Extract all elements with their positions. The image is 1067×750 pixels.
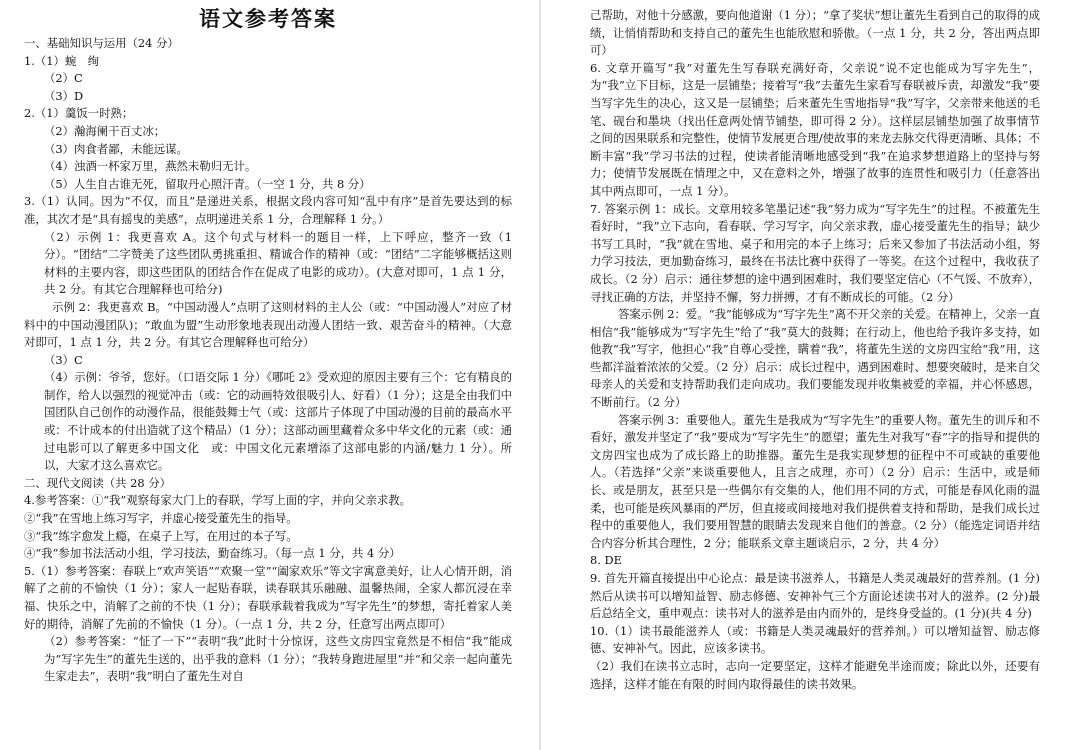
- right-column-body: [590, 7, 1040, 693]
- right-column-paragraph: 答案示例 3：重要他人。董先生是我成为“写字先生”的重要人物。董先生的训斥和不看好，激发并坚定了“我”要成为“写字先生”的愿望；董先生对我写“春”字的指导和提供的文房四宝也成为了成长路上的助推器。董先生是我实现梦想的征程中不可或缺的重要他人。（若选择“父亲”来谈重要他人，且言之成理，亦可）（2 分）启示：生活中，或是师长、或是朋友，甚至只是一些偶尔有交集的人，他们用不同的方式，可能是春风化雨的温柔，也可能是疾风暴雨的严厉，但直接或间接地对我们提供着支持和帮助，是我们成长过程中的重要他人，我们要用智慧的眼睛去发现来自他们的善意。（2 分）（能选定词语并结合内容分析其合理性，2 分；能联系文章主题谈启示，2 分，共 4 分）: [590, 412, 1040, 550]
- left-column-paragraph: 4.参考答案：①“我”观察每家大门上的春联，学写上面的字，并向父亲求教。: [24, 493, 412, 508]
- left-column-paragraph: ③“我”练字愈发上瘾，在桌子上写，在用过的本子写。: [24, 528, 298, 543]
- right-column: [590, 7, 1040, 693]
- left-column-paragraph: （4）浊酒一杯家万里，燕然未勒归无计。: [44, 159, 257, 174]
- left-column-paragraph: （3）C: [44, 352, 83, 367]
- left-column-paragraph: （3）D: [44, 88, 84, 103]
- left-column-paragraph: （4）示例：爷爷，您好。（口语交际 1 分）《哪吒 2》受欢迎的原因主要有三个：它有精良的制作，给人以强烈的视觉冲击（或：它的动画特效很吸引人、好看）（1 分）；这是全由我们中国团队自己创作的动漫作品，很能鼓舞士气（或：这部片子体现了中国动漫的目前的最高水平 或：不计成本的付出造就了这个精品）（1 分）；这部动画里藏着众多中华文化的元素（或：通过电影可以了解更多中国文化 或：中国文化元素增添了这部电影的内涵/魅力 1 分）。所以，大家才这么喜欢它。: [44, 370, 524, 473]
- page-gutter-divider: [539, 0, 541, 750]
- left-column-paragraph: （2）参考答案：“怔了一下”“表明“我”此时十分惊讶，这些文房四宝竟然是不相信“我”能成为“写字先生”的董先生送的，出乎我的意料（1 分）；“我转身跑进屋里”并“和父亲一起向董先生家走去”，表明“我”明白了董先生对自: [44, 634, 512, 684]
- document-title: 语文参考答案: [199, 6, 337, 31]
- left-column-paragraph: 3.（1）认同。因为“不仅，而且”是递进关系，根据文段内容可知“乱中有序”是首先要达到的标准，其次才是“具有摇曳的美感”，点明递进关系 1 分，合理解释 1 分。）: [24, 194, 512, 226]
- right-column-paragraph: 9. 首先开篇直接提出中心论点：最是读书滋养人，书籍是人类灵魂最好的营养剂。(1 分)然后从读书可以增知益智、励志修德、安神补气三个方面论述读书对人的滋养。(2 分)最后总结全文，重申观点：读书对人的滋养是由内而外的，是终身受益的。(1 分)(共 4 分): [590, 571, 1040, 621]
- left-column-paragraph: （2）瀚海阑干百丈冰；: [44, 123, 166, 138]
- left-column-paragraph: ④“我”参加书法活动小组，学习技法，勤奋练习。（每一点 1 分，共 4 分）: [24, 546, 401, 561]
- left-column-paragraph: （3）肉食者鄙，未能远谋。: [44, 141, 188, 156]
- right-column-paragraph: 10.（1）读书最能滋养人（或：书籍是人类灵魂最好的营养剂。）可以增知益智、励志修德、安神补气。因此，应该多读书。: [590, 623, 1040, 656]
- left-column-paragraph: 示例 2：我更喜欢 B。“中国动漫人”点明了这则材料的主人公（或：“中国动漫人”对应了材料中的中国动漫团队)；“敢血为盟”生动形象地表现出动漫人团结一致、艰苦奋斗的精神。（大意对即可，1 点 1 分，共 2 分。有其它合理解释也可给分）: [24, 299, 512, 350]
- left-column-paragraph: ②“我”在雪地上练习写字，并虚心接受董先生的指导。: [24, 511, 298, 526]
- right-column-paragraph: （2）我们在读书立志时，志向一定要坚定，这样才能避免半途而废；除此以外，还要有选择，这样才能在有限的时间内取得最佳的读书效果。: [590, 658, 1040, 691]
- left-column-paragraph: （2）示例 1：我更喜欢 A。这个句式与材料一的题目一样，上下呼应，整齐一致（1 分）。“团结”二字赞美了这些团队勇挑重担、精诚合作的精神（或：“团结”二字能够概括这则材料的主要内容，即这些团队的团结合作在促成了电影的成功）。(大意对即可，1 点 1 分，共 2 分。有其它合理解释也可给分): [44, 229, 512, 297]
- left-column-paragraph: 1.（1）蜿 绚: [24, 53, 100, 68]
- right-column-paragraph: 7. 答案示例 1：成长。文章用较多笔墨记述“我”努力成为“写字先生”的过程。不被董先生看好时，“我”立下志向，看春联、学习写字，向父亲求教，虚心接受董先生的指导；缺少书写工具时，“我”就在雪地、桌子和用完的本子上练习；后来又参加了书法活动小组，努力学习技法，更加勤奋练习，最终在书法比赛中获得了一等奖。在这个过程中，我收获了成长。（2 分）启示：通往梦想的途中遇到困难时，我们要坚定信心（不气馁、不放弃），寻找正确的方法，并坚持不懈，努力拼搏，才有不断成长的可能。（2 分）: [590, 201, 1040, 304]
- left-column-paragraph: （5）人生自古谁无死，留取丹心照汗青。（一空 1 分，共 8 分）: [44, 176, 371, 191]
- left-column-body: [24, 35, 524, 686]
- left-column-paragraph: 5.（1）参考答案：春联上“欢声笑语”“欢聚一堂”“阖家欢乐”等文字寓意美好，让人心情开朗，消解了之前的不愉快（1 分）；家人一起贴春联，读春联其乐融融、温馨热闹，全家人都沉浸在幸福、快乐之中，消解了之前的不快（1 分）；春联承载着我成为“写字先生”的梦想，寄托着家人美好的期待，消解了先前的不愉快（1 分）。（一点 1 分，共 2 分，任意写出两点即可）: [24, 563, 512, 631]
- left-column-paragraph: 一、基础知识与运用（24 分）: [24, 36, 179, 50]
- left-column-paragraph: 二、现代文阅读（共 28 分）: [24, 475, 172, 490]
- right-column-paragraph: 己帮助，对他十分感激，要向他道谢（1 分）；“拿了奖状”想让董先生看到自己的取得的成绩，让悄悄帮助和支持自己的董先生也能欣慰和骄傲。（一点 1 分，共 2 分，答出两点即可）: [590, 8, 1040, 58]
- left-column-paragraph: 2.（1）羹饭一时熟；: [24, 106, 134, 121]
- left-column-paragraph: （2）C: [44, 71, 83, 86]
- right-column-paragraph: 8. DE: [590, 553, 622, 568]
- right-column-paragraph: 答案示例 2：爱。“我”能够成为“写字先生”离不开父亲的关爱。在精神上，父亲一直相信“我”能够成为“写字先生”给了“我”莫大的鼓舞；在行动上，他也给予我许多支持，如他教“我”写字，他担心“我”自尊心受挫，瞒着“我”，将董先生送的文房四宝给“我”用，这些都洋溢着浓浓的父爱。（2 分）启示：成长过程中，遇到困难时、想要突破时，是来自父母亲人的关爱和支持帮助我们走向成功。我们要能发现并收集被爱的幸福，并心怀感恩，不断前行。（2 分）: [590, 307, 1040, 410]
- left-column: [24, 4, 524, 686]
- right-column-paragraph: 6. 文章开篇写“我”对董先生写春联充满好奇，父亲说“说不定也能成为写字先生”，为“我”立下目标，这是一层铺垫；接着写“我”去董先生家看写春联被斥责，却激发“我”要当写字先生的决心，这又是一层铺垫；后来董先生雪地指导“我”写字，父亲带来他送的毛笔、砚台和墨块（找出任意两处情节铺垫，即可得 2 分）。这样层层铺垫加强了故事情节之间的因果联系和完整性，使情节发展更合理/使故事的来龙去脉交代得更清晰、具体；不断丰富“我”学习书法的过程，使读者能清晰地感受到“我”在追求梦想道路上的坚持与努力；使情节发展既在情理之中，又在意料之外，增强了故事的连贯性和吸引力（任意答出其中两点即可，一点 1 分）。: [590, 60, 1040, 198]
